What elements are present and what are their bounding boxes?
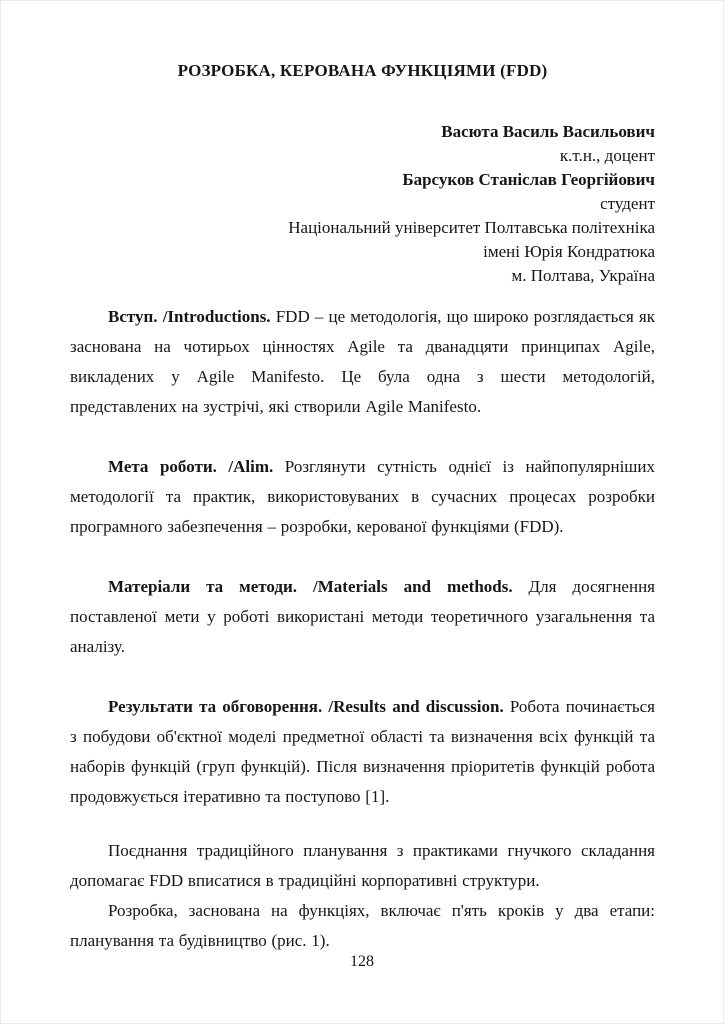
page-number: 128 (350, 953, 374, 970)
paragraph-fdd-planning (70, 836, 655, 896)
paragraph-introduction (70, 302, 655, 422)
section-heading-introduction: Вступ. /Introductions. (108, 307, 271, 326)
affiliation-line-1: Національний університет Полтавська політехніка (288, 218, 655, 237)
paragraph-introduction-text: FDD – це методологія, що широко розглядається як заснована на чотирьох цінностях Agile та дванадцяти принципах Agile, викладених у Agile Manifesto. Це була одна з шести методологій, представлених на зустрічі, які створили Agile Manifesto. (70, 307, 655, 416)
author-block (70, 120, 655, 288)
affiliation-location: м. Полтава, Україна (511, 266, 655, 285)
paragraph-aim-text: Розглянути сутність однієї із найпопулярніших методології та практик, використовуваних в сучасних процесах розробки програмного забезпечення – розробки, керованої функціями (FDD). (70, 457, 655, 536)
section-heading-aim: Мета роботи. /Alim. (108, 457, 274, 476)
paragraph-fdd-steps-text: Розробка, заснована на функціях, включає п'ять кроків у два етапи: планування та будівництво (рис. 1). (70, 901, 655, 950)
section-heading-results-discussion: Результати та обговорення. /Results and discussion. (108, 697, 504, 716)
author-degree-1: к.т.н., доцент (559, 146, 655, 165)
paragraph-aim (70, 452, 655, 542)
author-name-2: Барсуков Станіслав Георгійович (402, 170, 655, 189)
paragraph-materials-methods (70, 572, 655, 662)
affiliation-line-2: імені Юрія Кондратюка (483, 242, 655, 261)
paragraph-fdd-steps (70, 896, 655, 956)
paragraph-fdd-planning-text: Поєднання традиційного планування з практиками гнучкого складання допомагає FDD вписатися в традиційні корпоративні структури. (70, 841, 655, 890)
paper-title: РОЗРОБКА, КЕРОВАНА ФУНКЦІЯМИ (FDD) (177, 61, 548, 80)
section-heading-materials-methods: Матеріали та методи. /Materials and methods. (108, 577, 513, 596)
paragraph-results-discussion-text: Робота починається з побудови об'єктної моделі предметної області та визначення всіх функцій та наборів функцій (груп функцій). Після визначення пріоритетів функцій робота продовжується ітеративно та поступово [1]. (70, 697, 655, 806)
author-name-1: Васюта Василь Васильович (441, 122, 655, 141)
paragraph-materials-methods-text: Для досягнення поставленої мети у роботі використані методи теоретичного узагальнення та аналізу. (70, 577, 655, 656)
author-degree-2: студент (600, 194, 655, 213)
paragraph-results-discussion (70, 692, 655, 812)
